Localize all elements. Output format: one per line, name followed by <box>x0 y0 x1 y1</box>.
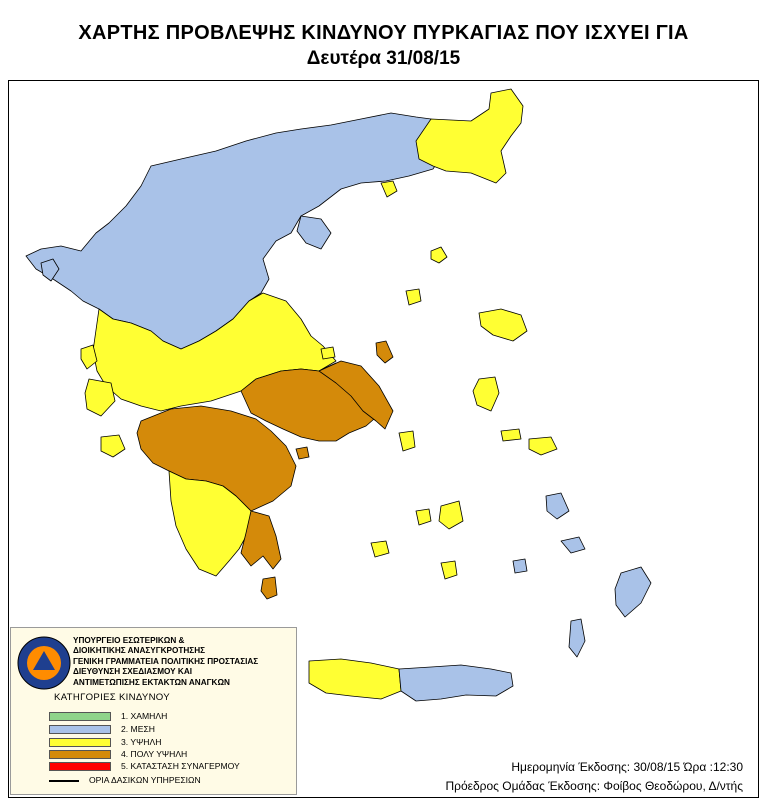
island-naxos <box>439 501 463 529</box>
island-karpathos <box>569 619 585 657</box>
region-north-medium <box>26 113 446 349</box>
island-chios <box>473 377 499 411</box>
agency-line: ΓΕΝΙΚΗ ΓΡΑΜΜΑΤΕΙΑ ΠΟΛΙΤΙΚΗΣ ΠΡΟΣΤΑΣΙΑΣ <box>73 656 259 666</box>
agency-line: ΑΝΤΙΜΕΤΩΠΙΣΗΣ ΕΚΤΑΚΤΩΝ ΑΝΑΓΚΩΝ <box>73 677 230 687</box>
island-santorini <box>441 561 457 579</box>
category-swatch <box>49 762 111 771</box>
legend-panel <box>10 627 297 795</box>
agency-line: ΔΙΕΥΘΥΝΣΗ ΣΧΕΔΙΑΣΜΟΥ ΚΑΙ <box>73 667 193 677</box>
island-lesvos <box>479 309 527 341</box>
agency-line: ΥΠΟΥΡΓΕΙΟ ΕΣΩΤΕΡΙΚΩΝ & <box>73 636 185 645</box>
category-swatch <box>49 750 111 759</box>
island-aegina <box>296 447 309 459</box>
island-ikaria <box>501 429 521 441</box>
category-swatch <box>49 725 111 734</box>
island-kos <box>561 537 585 553</box>
island-samos <box>529 437 557 455</box>
agency-block <box>73 636 295 688</box>
island-astypalaia <box>513 559 527 573</box>
category-label: 3. ΥΨΗΛΗ <box>121 737 162 747</box>
category-label: 1. ΧΑΜΗΛΗ <box>121 711 168 721</box>
category-label: 4. ΠΟΛΥ ΥΨΗΛΗ <box>121 749 188 759</box>
region-chalkidiki-medium <box>297 216 331 249</box>
island-skyros <box>376 341 393 363</box>
island-milos <box>371 541 389 557</box>
region-crete-east-medium <box>399 665 513 701</box>
civil-protection-logo <box>17 636 71 690</box>
category-swatch <box>49 712 111 721</box>
issue-date: Ημερομηνία Έκδοσης: 30/08/15 Ώρα :12:30 <box>511 760 743 774</box>
island-lemnos <box>406 289 421 305</box>
island-skiathos <box>321 347 335 359</box>
island-paros <box>416 509 431 525</box>
island-kefalonia <box>85 379 115 416</box>
island-kythira <box>261 577 277 599</box>
categories-title: ΚΑΤΗΓΟΡΙΕΣ ΚΙΝΔΥΝΟΥ <box>54 692 170 703</box>
island-rhodes <box>615 567 651 617</box>
category-label: 2. ΜΕΣΗ <box>121 724 155 734</box>
island-andros <box>399 431 415 451</box>
island-zakynthos <box>101 435 125 457</box>
island-kalymnos <box>546 493 569 519</box>
boundary-label: ΟΡΙΑ ΔΑΣΙΚΩΝ ΥΠΗΡΕΣΙΩΝ <box>89 775 201 785</box>
category-swatch <box>49 738 111 747</box>
map-title: ΧΑΡΤΗΣ ΠΡΟΒΛΕΨΗΣ ΚΙΝΔΥΝΟΥ ΠΥΡΚΑΓΙΑΣ ΠΟΥ ΙΣΧΥΕΙ ΓΙΑ <box>78 22 689 44</box>
agency-line: ΔΙΟΙΚΗΤΙΚΗΣ ΑΝΑΣΥΓΚΡΟΤΗΣΗΣ <box>73 646 206 656</box>
island-samothraki <box>431 247 447 263</box>
region-crete-west-high <box>309 659 401 699</box>
map-date: Δευτέρα 31/08/15 <box>306 48 461 69</box>
boundary-line <box>49 780 79 782</box>
island-thasos <box>381 181 397 197</box>
category-label: 5. ΚΑΤΑΣΤΑΣΗ ΣΥΝΑΓΕΡΜΟΥ <box>121 761 240 771</box>
issue-author: Πρόεδρος Ομάδας Έκδοσης: Φοίβος Θεοδώρου, Δ/ντής <box>445 779 743 793</box>
